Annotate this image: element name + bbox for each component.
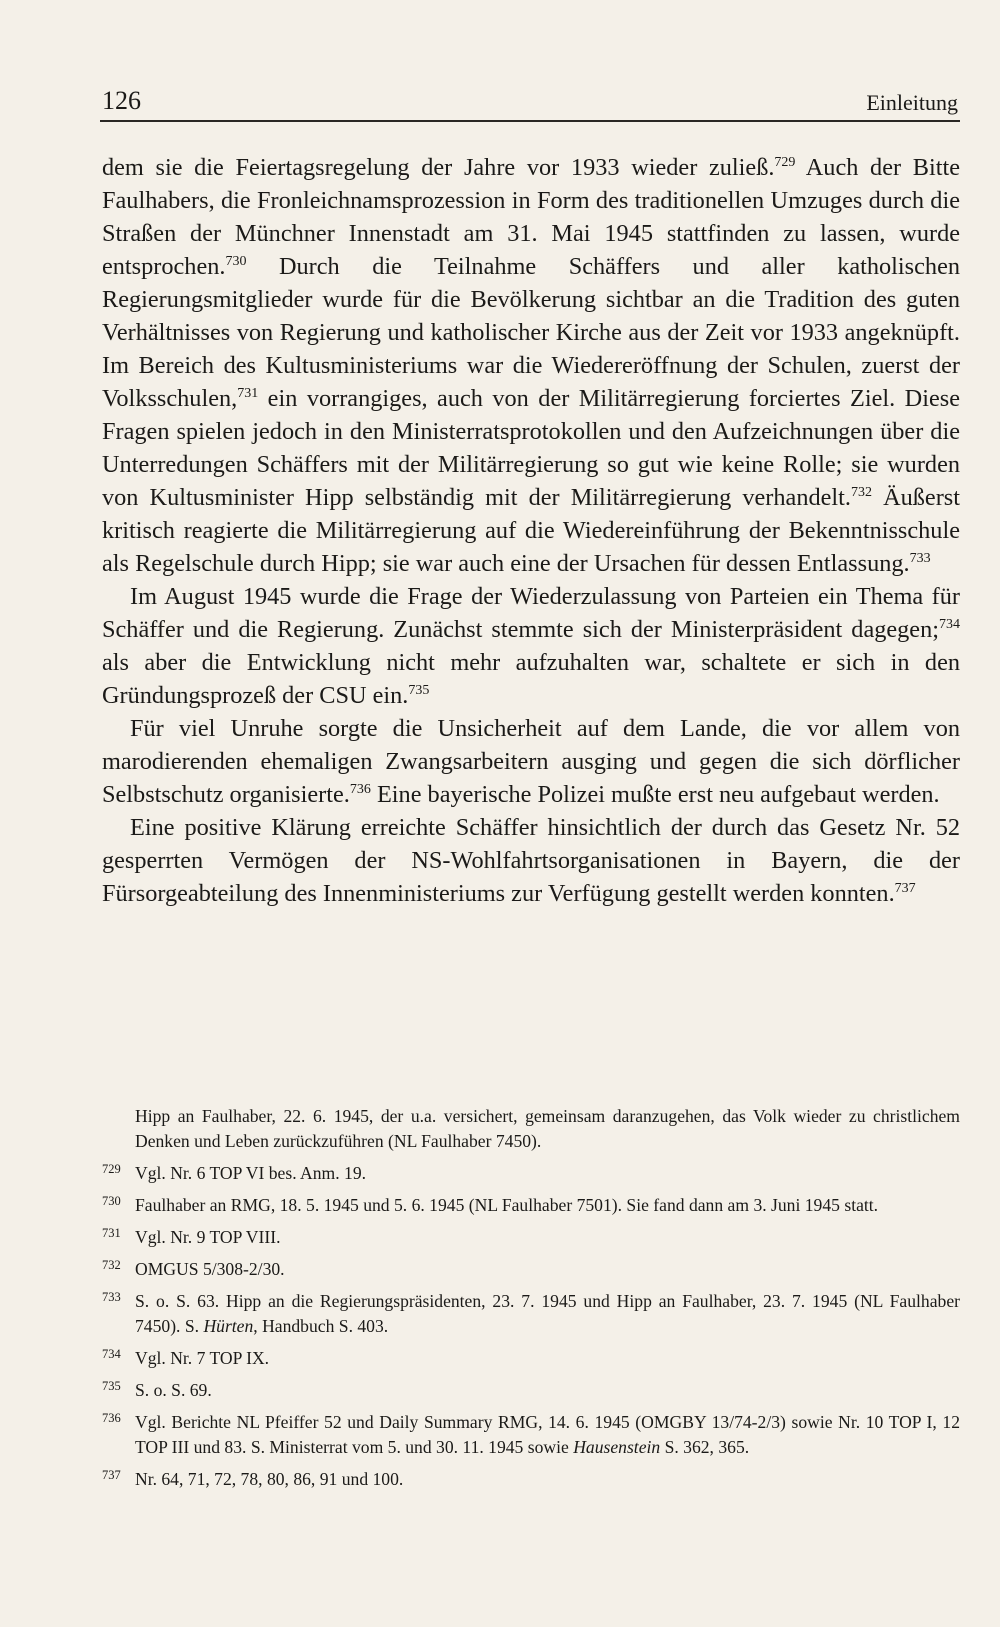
- text-span: Für viel Unruhe sorgte die Unsicherheit auf dem Lande, die vor allem von marodierenden ehemaligen Zwangsarbeitern ausging und gegen die sich dörflicher Selbstschutz organisierte.: [102, 715, 960, 808]
- footnote-ref: 737: [894, 881, 916, 896]
- text-span: Durch die Teilnahme Schäffers und aller katholischen Regierungsmitglieder wurde für die Bevölkerung sichtbar an die Tradition des guten Verhältnisses von Regierung und katholischer Kirche aus der Zeit vor 1933 angeknüpft. Im Bereich des Kultusministeriums war die Wiedereröffnung der Schulen, zuerst der Volksschulen,: [102, 253, 960, 412]
- footnote-732: [102, 1257, 960, 1282]
- text-span: dem sie die Feiertagsregelung der Jahre vor 1933 wieder zuließ.: [102, 154, 775, 181]
- footnote-number: 733: [102, 1290, 121, 1304]
- footnote-ref: 734: [939, 617, 960, 632]
- footnote-text: S. o. S. 69.: [135, 1380, 212, 1400]
- footnote-text: Vgl. Nr. 9 TOP VIII.: [135, 1227, 281, 1247]
- text-span: ein vorrangiges, auch von der Militärregierung forciertes Ziel. Diese Fragen spielen jedoch in den Ministerratsprotokollen und den Aufzeichnungen über die Unterredungen Schäffers mit der Militärregierung so gut wie keine Rolle; sie wurden von Kultusminister Hipp selbständig mit der Militärregierung verhandelt.: [102, 385, 960, 511]
- footnote-text: , Handbuch S. 403.: [253, 1316, 389, 1336]
- footnote-737: [102, 1467, 960, 1492]
- footnote-734: [102, 1346, 960, 1371]
- footnotes: [102, 1104, 960, 1499]
- footnote-text: S. 362, 365.: [660, 1437, 750, 1457]
- footnote-730: [102, 1193, 960, 1218]
- author-name: Hürten: [203, 1316, 254, 1336]
- footnote-number: 736: [102, 1411, 121, 1425]
- footnote-ref: 732: [850, 485, 872, 500]
- footnote-text: Vgl. Nr. 6 TOP VI bes. Anm. 19.: [135, 1163, 367, 1183]
- footnote-ref: 733: [909, 551, 931, 566]
- paragraph-3: [102, 712, 960, 811]
- footnote-number: 729: [102, 1162, 121, 1176]
- footnote-731: [102, 1225, 960, 1250]
- footnote-ref: 736: [349, 782, 371, 797]
- footnote-number: 735: [102, 1379, 121, 1393]
- footnote-text: OMGUS 5/308-2/30.: [135, 1259, 285, 1279]
- running-head: Einleitung: [866, 90, 958, 115]
- text-span: als aber die Entwicklung nicht mehr aufzuhalten war, schaltete er sich in den Gründungsprozeß der CSU ein.: [102, 649, 960, 709]
- footnote-text: Faulhaber an RMG, 18. 5. 1945 und 5. 6. 1945 (NL Faulhaber 7501). Sie fand dann am 3. Juni 1945 statt.: [135, 1195, 879, 1215]
- text-span: Auch der Bitte Faulhabers, die Fronleichnamsprozession in Form des traditionellen Umzuges durch die Straßen der Münchner Innenstadt am 31. Mai 1945 stattfinden zu lassen, wurde entsprochen.: [102, 154, 960, 280]
- body-text: [102, 151, 960, 910]
- footnote-729: [102, 1161, 960, 1186]
- text-span: Im August 1945 wurde die Frage der Wiederzulassung von Parteien ein Thema für Schäffer und die Regierung. Zunächst stemmte sich der Ministerpräsident dagegen;: [102, 583, 960, 643]
- footnote-ref: 729: [774, 155, 796, 170]
- text-span: Eine bayerische Polizei mußte erst neu aufgebaut werden.: [370, 781, 940, 808]
- page-header: [100, 80, 960, 122]
- footnote-number: 731: [102, 1226, 121, 1240]
- footnote-text: Nr. 64, 71, 72, 78, 80, 86, 91 und 100.: [135, 1469, 404, 1489]
- paragraph-2: [102, 580, 960, 712]
- author-name: Hausenstein: [573, 1437, 661, 1457]
- footnote-number: 734: [102, 1347, 121, 1361]
- footnote-ref: 730: [225, 254, 247, 269]
- footnote-736: [102, 1410, 960, 1460]
- footnote-text: Vgl. Nr. 7 TOP IX.: [135, 1348, 270, 1368]
- footnote-text: S. o. S. 63. Hipp an die Regierungspräsidenten, 23. 7. 1945 und Hipp an Faulhaber, 23. 7. 1945 (NL Faulhaber 7450). S.: [135, 1291, 960, 1336]
- footnote-number: 730: [102, 1194, 121, 1208]
- footnote-733: [102, 1289, 960, 1339]
- text-span: Eine positive Klärung erreichte Schäffer hinsichtlich der durch das Gesetz Nr. 52 gesperrten Vermögen der NS-Wohlfahrtsorganisationen in Bayern, die der Fürsorgeabteilung des Innenministeriums zur Verfügung gestellt werden konnten.: [102, 814, 960, 907]
- footnote-continuation: Hipp an Faulhaber, 22. 6. 1945, der u.a. versichert, gemeinsam daranzugehen, das Volk wieder zu christlichem Denken und Leben zurückzuführen (NL Faulhaber 7450).: [135, 1106, 960, 1151]
- page-number: 126: [102, 86, 141, 115]
- text-span: Äußerst kritisch reagierte die Militärregierung auf die Wiedereinführung der Bekenntnisschule als Regelschule durch Hipp; sie war auch eine der Ursachen für dessen Entlassung.: [102, 484, 960, 577]
- footnote-ref: 731: [237, 386, 259, 401]
- footnote-ref: 735: [408, 683, 430, 698]
- paragraph-1: [102, 151, 960, 580]
- footnote-number: 737: [102, 1468, 121, 1482]
- footnote-text: Vgl. Berichte NL Pfeiffer 52 und Daily Summary RMG, 14. 6. 1945 (OMGBY 13/74-2/3) sowie Nr. 10 TOP I, 12 TOP III und 83. S. Ministerrat vom 5. und 30. 11. 1945 sowie: [135, 1412, 960, 1457]
- paragraph-4: [102, 811, 960, 910]
- footnote-735: [102, 1378, 960, 1403]
- footnote-number: 732: [102, 1258, 121, 1272]
